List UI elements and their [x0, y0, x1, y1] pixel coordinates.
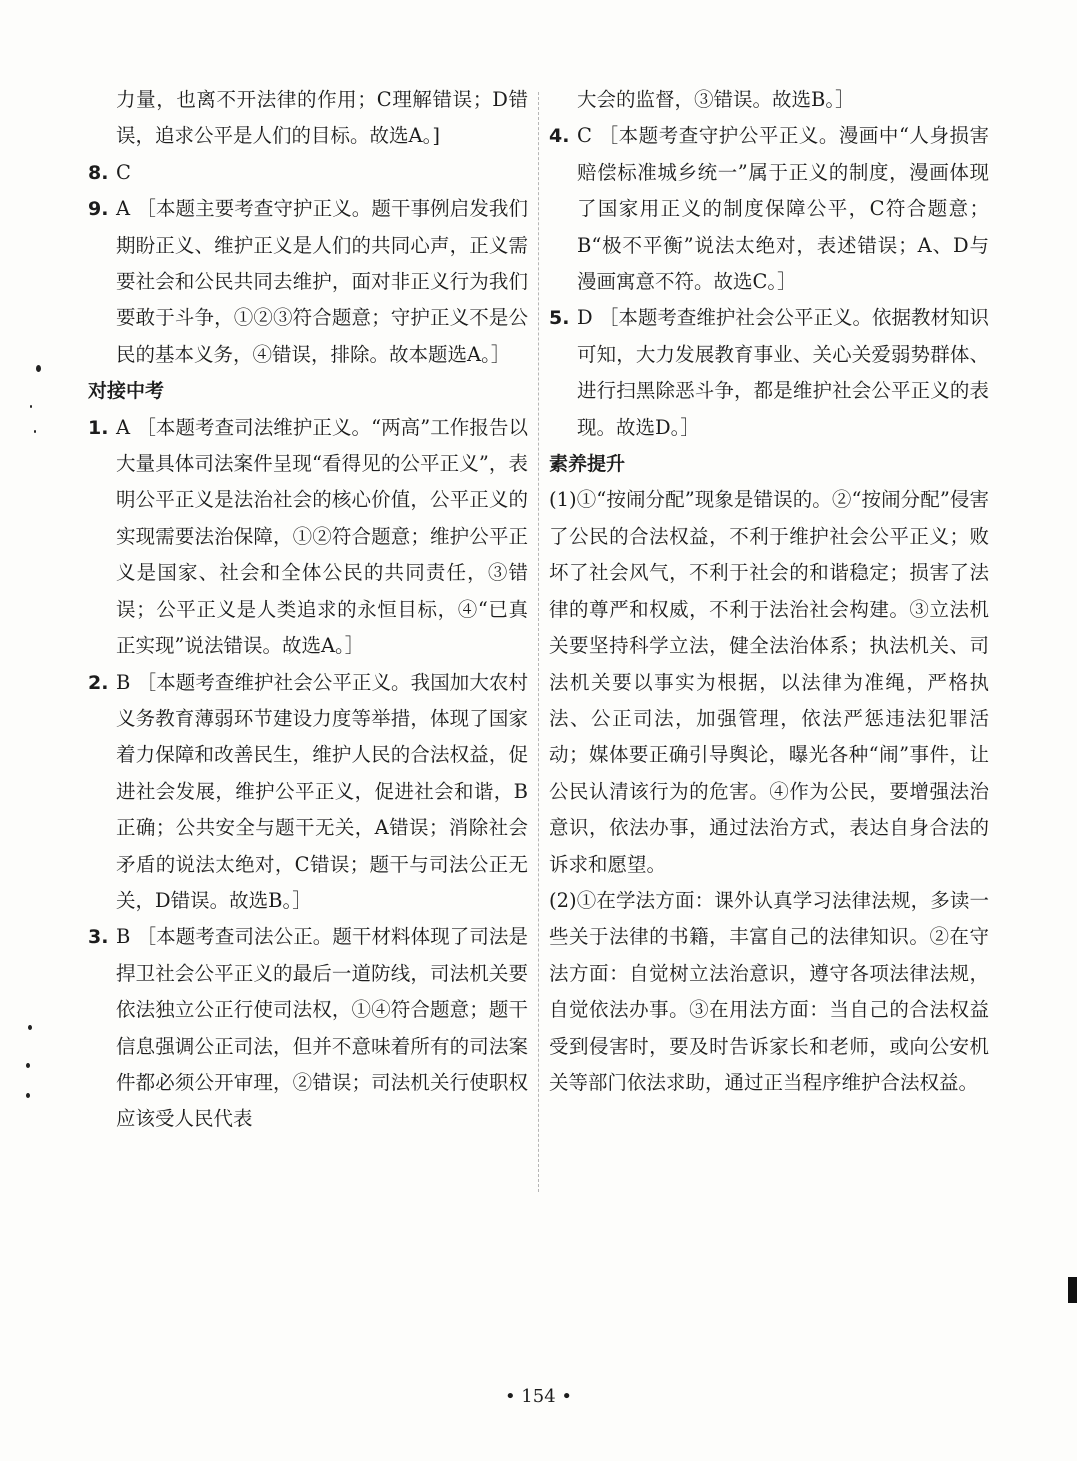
section-title-suyang: 素养提升: [549, 453, 626, 476]
answer-item-3: [88, 919, 528, 1137]
item-number: 5.: [549, 307, 570, 330]
scan-dot: [26, 1063, 30, 1068]
column-divider: [538, 92, 539, 1192]
answer-paragraph-1: (1)①“按闹分配”现象是错误的。②“按闹分配”侵害了公民的合法权益，不利于维护社会公平正义；败坏了社会风气，不利于社会的和谐稳定；损害了法律的尊严和权威，不利于法治社会构建。③立法机关要坚持科学立法，健全法治体系；执法机关、司法机关要以事实为根据，以法律为准绳，严格执法、公正司法，加强管理，依法严惩违法犯罪活动；媒体要正确引导舆论，曝光各种“闹”事件，让公民认清该行为的危害。④作为公民，要增强法治意识，依法办事，通过法治方式，表达自身合法的诉求和愿望。: [549, 488, 989, 876]
right-column: [549, 82, 989, 1101]
item-number: 8.: [88, 161, 109, 184]
answer-item-8: [88, 155, 528, 191]
scan-dot: [34, 430, 36, 433]
item-text: D ［本题考查维护社会公平正义。依据教材知识可知，大力发展教育事业、关心关爱弱势群体、进行扫黑除恶斗争，都是维护社会公平正义的表现。故选D。］: [577, 306, 989, 439]
item-number: 9.: [88, 198, 109, 221]
answer-item-9: [88, 191, 528, 373]
answer-item-4: [549, 118, 989, 300]
scan-dot: [26, 1093, 30, 1098]
item-number: 2.: [88, 671, 109, 694]
scan-dot: [28, 1025, 32, 1030]
item-number: 4.: [549, 125, 570, 148]
section-title-duijie: 对接中考: [88, 380, 165, 403]
item-number: 1.: [88, 416, 109, 439]
scan-dot: [30, 405, 32, 408]
page-number: • 154 •: [504, 1386, 573, 1407]
answer-item-2: [88, 665, 528, 920]
left-continuation: 力量，也离不开法律的作用；C理解错误；D错误，追求公平是人们的目标。故选A。]: [116, 88, 528, 148]
scan-dot: [36, 365, 41, 372]
right-continuation: 大会的监督，③错误。故选B。］: [577, 88, 855, 111]
answer-item-5: [549, 300, 989, 446]
item-text: C ［本题考查守护公平正义。漫画中“人身损害赔偿标准城乡统一”属于正义的制度，漫画体现了国家用正义的制度保障公平，C符合题意；B“极不平衡”说法太绝对，表述错误；A、D与漫画寓意不符。故选C。］: [577, 124, 989, 294]
item-text: A ［本题主要考查守护正义。题干事例启发我们期盼正义、维护正义是人们的共同心声，正义需要社会和公民共同去维护，面对非正义行为我们要敢于斗争，①②③符合题意；守护正义不是公民的基本义务，④错误，排除。故本题选A。］: [116, 197, 528, 366]
edge-mark: [1068, 1277, 1077, 1303]
item-number: 3.: [88, 926, 109, 949]
answer-item-1: [88, 410, 528, 665]
item-text: B ［本题考查司法公正。题干材料体现了司法是捍卫社会公平正义的最后一道防线，司法机关要依法独立公正行使司法权，①④符合题意；题干信息强调公正司法，但并不意味着所有的司法案件都必须公开审理，②错误；司法机关行使职权应该受人民代表: [116, 925, 528, 1131]
item-text: A ［本题考查司法维护正义。“两高”工作报告以大量具体司法案件呈现“看得见的公平正义”，表明公平正义是法治社会的核心价值，公平正义的实现需要法治保障，①②符合题意；维护公平正义是国家、社会和全体公民的共同责任，③错误；公平正义是人类追求的永恒目标，④“已真正实现”说法错误。故选A。］: [116, 415, 528, 658]
answer-paragraph-2: (2)①在学法方面：课外认真学习法律法规，多读一些关于法律的书籍，丰富自己的法律知识。②在守法方面：自觉树立法治意识，遵守各项法律法规，自觉依法办事。③在用法方面：当自己的合法权益受到侵害时，要及时告诉家长和老师，或向公安机关等部门依法求助，通过正当程序维护合法权益。: [549, 888, 989, 1094]
left-column: [88, 82, 528, 1138]
item-text: B ［本题考查维护社会公平正义。我国加大农村义务教育薄弱环节建设力度等举措，体现了国家着力保障和改善民生，维护人民的合法权益，促进社会发展，维护公平正义，促进社会和谐，B正确；公共安全与题干无关，A错误；消除社会矛盾的说法太绝对，C错误；题干与司法公正无关，D错误。故选B。］: [116, 670, 528, 912]
item-text: C: [116, 160, 131, 184]
